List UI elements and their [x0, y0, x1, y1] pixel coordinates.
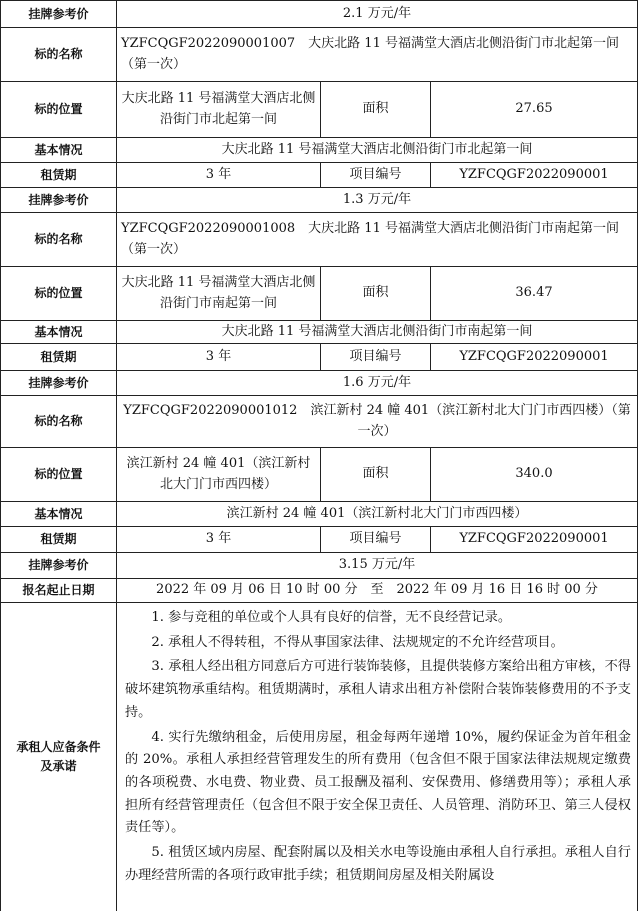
project-no-value: YZFCQGF2022090001 — [431, 344, 638, 371]
term-item: 4. 实行先缴纳租金，后使用房屋，租金每两年递增 10%，履约保证金为首年租金的 20%。承租人承担经营管理发生的所有费用（包含但不限于国家法律法规规定缴费的各项税费、水电费、物业费、员工报酬及福利、安保费用、修缮费用等）；承租人承担所有经营管理责任（包含但不限于安全保卫责任、人员管理、消防环卫、第三人侵权责任等）。 — [125, 729, 631, 836]
lease-term-value: 3 年 — [117, 163, 321, 188]
target-name-label: 标的名称 — [0, 396, 117, 448]
project-no-label: 项目编号 — [321, 344, 431, 371]
term-item: 5. 租赁区域内房屋、配套附属以及相关水电等设施由承租人自行承担。承租人自行办理经营所需的各项行政审批手续；租赁期间房屋及相关附属设 — [125, 845, 631, 883]
signup-period-label: 报名起止日期 — [0, 579, 117, 603]
target-location-value: 大庆北路 11 号福满堂大酒店北侧沿街门市北起第一间 — [117, 82, 321, 138]
lease-term-label: 租赁期 — [0, 344, 117, 371]
target-name-value: YZFCQGF2022090001007 大庆北路 11 号福满堂大酒店北侧沿街门市北起第一间（第一次） — [117, 28, 638, 82]
term-item: 2. 承租人不得转租，不得从事国家法律、法规规定的不允许经营项目。 — [151, 634, 564, 650]
term-item: 1. 参与竞租的单位或个人具有良好的信誉，无不良经营记录。 — [151, 610, 512, 625]
area-label: 面积 — [321, 82, 431, 138]
lessee-conditions-text — [117, 603, 638, 911]
basic-info-value: 滨江新村 24 幢 401（滨江新村北大门门市西四楼） — [117, 502, 638, 527]
final-reserve-price-value: 3.15 万元/年 — [117, 553, 638, 579]
area-value: 27.65 — [431, 82, 638, 138]
lease-term-value: 3 年 — [117, 344, 321, 371]
project-no-value: YZFCQGF2022090001 — [431, 527, 638, 553]
project-no-value: YZFCQGF2022090001 — [431, 163, 638, 188]
basic-info-label: 基本情况 — [0, 502, 117, 527]
term-item: 3. 承租人经出租方同意后方可进行装饰装修，且提供装修方案给出租方审核，不得破坏建筑物承重结构。租赁期满时，承租人请求出租方补偿附合装饰装修费用的不予支持。 — [125, 659, 631, 720]
signup-period-value: 2022 年 09 月 06 日 10 时 00 分 至 2022 年 09 月 16 日 16 时 00 分 — [117, 579, 638, 603]
basic-info-value: 大庆北路 11 号福满堂大酒店北侧沿街门市北起第一间 — [117, 138, 638, 163]
reserve-price-label: 挂牌参考价 — [0, 553, 117, 579]
project-no-label: 项目编号 — [321, 163, 431, 188]
basic-info-value: 大庆北路 11 号福满堂大酒店北侧沿街门市南起第一间 — [117, 321, 638, 344]
reserve-price-value: 1.3 万元/年 — [117, 188, 638, 213]
reserve-price-value: 2.1 万元/年 — [117, 0, 638, 28]
lease-term-value: 3 年 — [117, 527, 321, 553]
target-name-value: YZFCQGF2022090001012 滨江新村 24 幢 401（滨江新村北大门门市西四楼）（第一次） — [117, 396, 638, 448]
area-label: 面积 — [321, 267, 431, 321]
basic-info-label: 基本情况 — [0, 321, 117, 344]
lessee-conditions-label: 承租人应备条件及承诺 — [0, 603, 117, 911]
project-no-label: 项目编号 — [321, 527, 431, 553]
target-location-label: 标的位置 — [0, 267, 117, 321]
area-label: 面积 — [321, 448, 431, 502]
area-value: 340.0 — [431, 448, 638, 502]
area-value: 36.47 — [431, 267, 638, 321]
target-location-label: 标的位置 — [0, 82, 117, 138]
target-location-label: 标的位置 — [0, 448, 117, 502]
reserve-price-label: 挂牌参考价 — [0, 0, 117, 28]
reserve-price-label: 挂牌参考价 — [0, 371, 117, 396]
basic-info-label: 基本情况 — [0, 138, 117, 163]
lease-term-label: 租赁期 — [0, 527, 117, 553]
target-name-label: 标的名称 — [0, 28, 117, 82]
target-location-value: 滨江新村 24 幢 401（滨江新村北大门门市西四楼） — [117, 448, 321, 502]
target-location-value: 大庆北路 11 号福满堂大酒店北侧沿街门市南起第一间 — [117, 267, 321, 321]
lease-term-label: 租赁期 — [0, 163, 117, 188]
reserve-price-value: 1.6 万元/年 — [117, 371, 638, 396]
target-name-value: YZFCQGF2022090001008 大庆北路 11 号福满堂大酒店北侧沿街门市南起第一间（第一次） — [117, 213, 638, 267]
reserve-price-label: 挂牌参考价 — [0, 188, 117, 213]
target-name-label: 标的名称 — [0, 213, 117, 267]
